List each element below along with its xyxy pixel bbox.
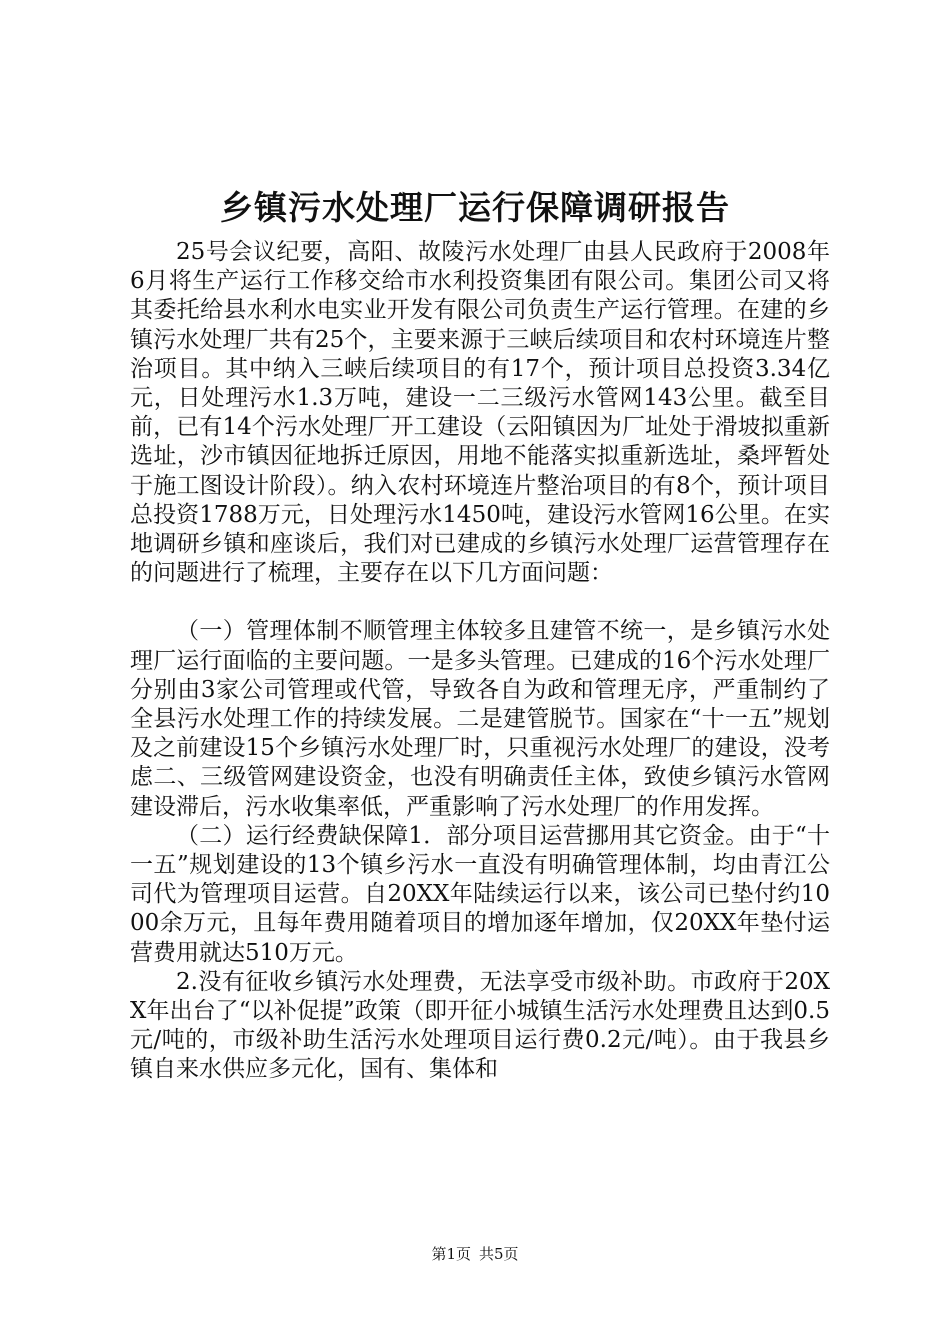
page-footer xyxy=(0,1244,950,1264)
paragraph-section-1: （一）管理体制不顺管理主体较多且建管不统一，是乡镇污水处理厂运行面临的主要问题。一是多头管理。已建成的16个污水处理厂分别由3家公司管理或代管，导致各自为政和管理无序，严重制约了全县污水处理工作的持续发展。二是建管脱节。国家在“十一五”规划及之前建设15个乡镇污水处理厂时，只重视污水处理厂的建设，没考虑二、三级管网建设资金，也没有明确责任主体，致使乡镇污水管网建设滞后，污水收集率低，严重影响了污水处理厂的作用发挥。 xyxy=(130,618,830,820)
paragraph-section-2: （二）运行经费缺保障1．部分项目运营挪用其它资金。由于“十一五”规划建设的13个镇乡污水一直没有明确管理体制，均由青江公司代为管理项目运营。自20XX年陆续运行以来，该公司已垫付约1000余万元，且每年费用随着项目的增加逐年增加，仅20XX年垫付运营费用就达510万元。 xyxy=(130,822,830,966)
paragraph-section-2-item-2: 2.没有征收乡镇污水处理费，无法享受市级补助。市政府于20XX年出台了“以补促提”政策（即开征小城镇生活污水处理费且达到0.5元/吨的，市级补助生活污水处理项目运行费0.2元/吨）。由于我县乡镇自来水供应多元化，国有、集体和 xyxy=(130,968,830,1083)
page-number: 第1页 xyxy=(431,1245,471,1263)
document-body xyxy=(130,238,830,1085)
document-title: 乡镇污水处理厂运行保障调研报告 xyxy=(220,188,730,227)
page-total: 共5页 xyxy=(479,1245,519,1263)
paragraph-intro: 25号会议纪要，高阳、故陵污水处理厂由县人民政府于2008年6月将生产运行工作移交给市水利投资集团有限公司。集团公司又将其委托给县水利水电实业开发有限公司负责生产运行管理。在建的乡镇污水处理厂共有25个，主要来源于三峡后续项目和农村环境连片整治项目。其中纳入三峡后续项目的有17个，预计项目总投资3.34亿元，日处理污水1.3万吨，建设一二三级污水管网143公里。截至目前，已有14个污水处理厂开工建设（云阳镇因为厂址处于滑坡拟重新选址，沙市镇因征地拆迁原因，用地不能落实拟重新选址，桑坪暂处于施工图设计阶段）。纳入农村环境连片整治项目的有8个，预计项目总投资1788万元，日处理污水1450吨，建设污水管网16公里。在实地调研乡镇和座谈后，我们对已建成的乡镇污水处理厂运营管理存在的问题进行了梳理，主要存在以下几方面问题： xyxy=(130,239,830,587)
